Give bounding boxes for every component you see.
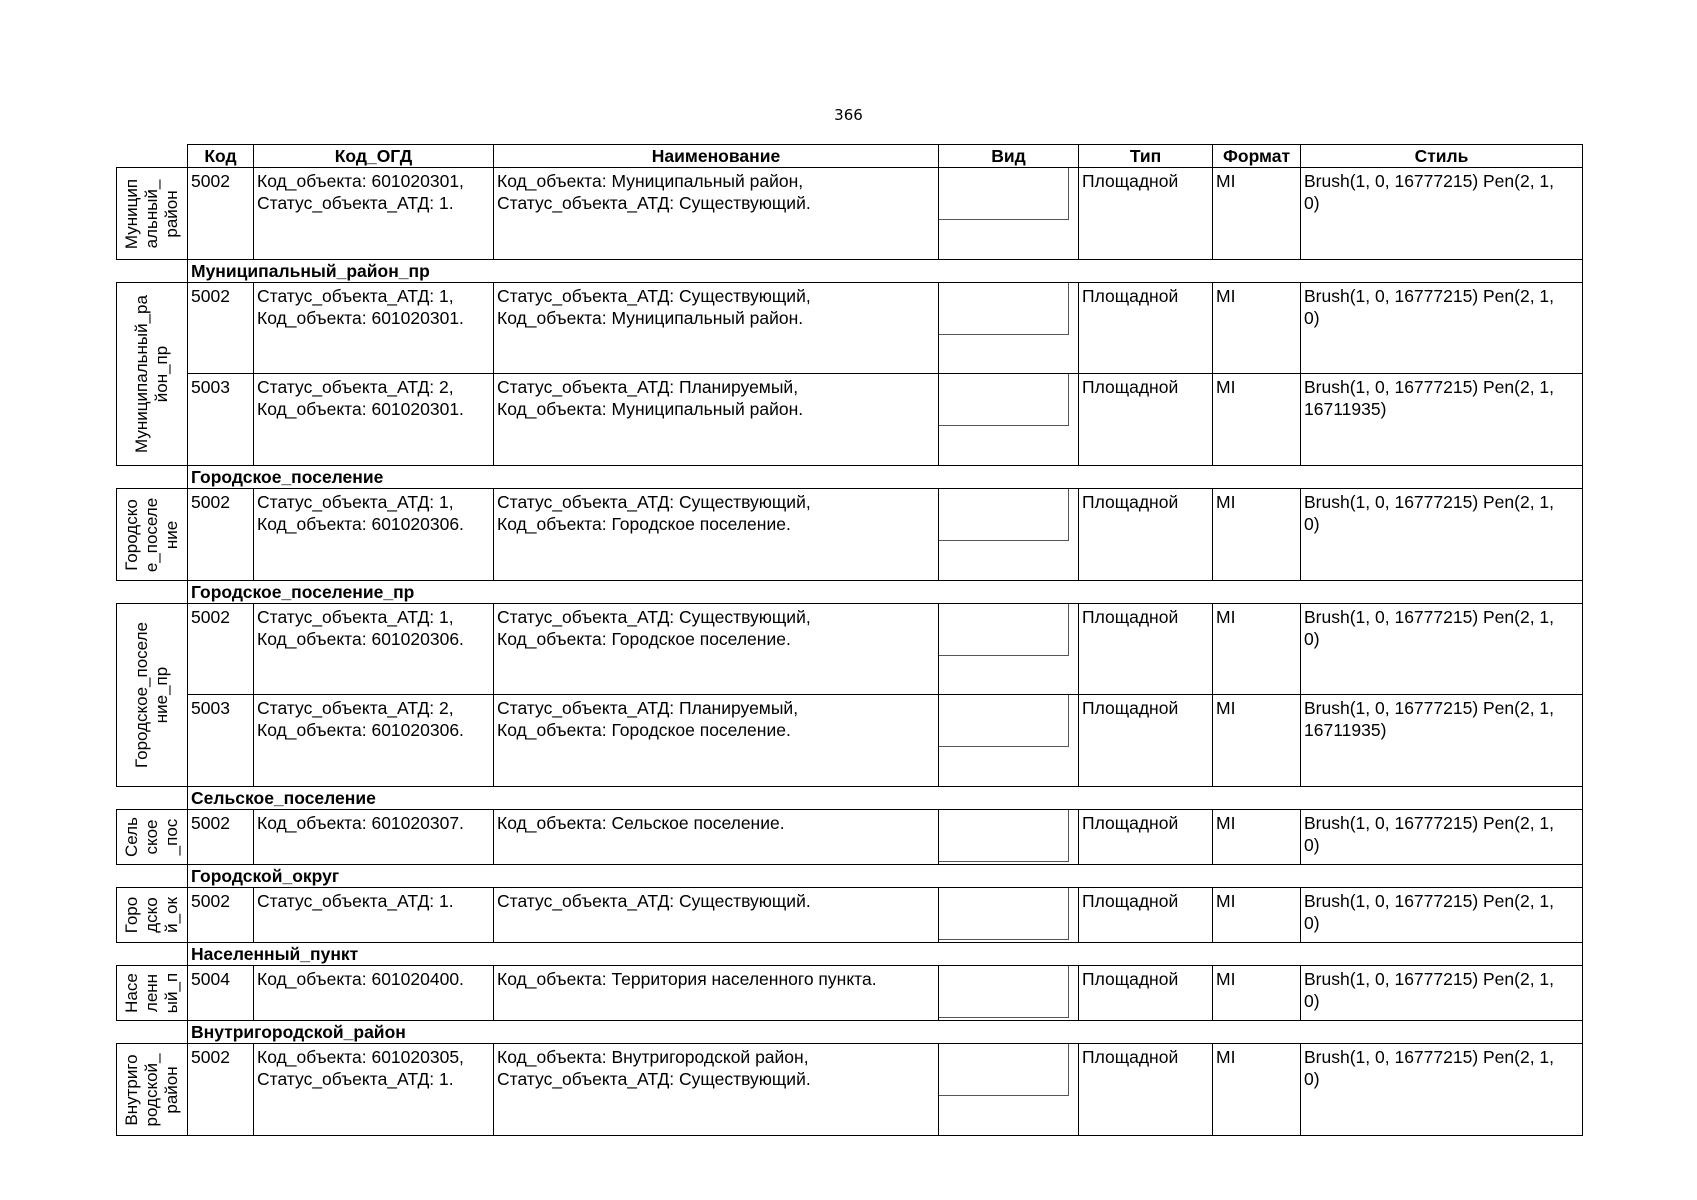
kod-cell: 5002 [188,888,254,943]
vid-cell [939,695,1079,787]
group-title: Городское_поселение [188,466,1583,489]
table-row [117,1044,1583,1136]
layer-label [117,168,188,260]
tip-cell: Площадной [1079,283,1213,374]
group-spacer [117,466,188,489]
group-spacer [117,787,188,810]
name-cell: Статус_объекта_АТД: Существующий, Код_объекта: Муниципальный район. [494,283,939,374]
style-cell: Brush(1, 0, 16777215) Pen(2, 1, 0) [1301,283,1583,374]
kod-ogd-cell: Статус_объекта_АТД: 1, Код_объекта: 601020306. [254,604,494,695]
style-cell: Brush(1, 0, 16777215) Pen(2, 1, 0) [1301,888,1583,943]
table-body [117,168,1583,1136]
format-cell: MI [1213,374,1301,466]
vid-cell [939,810,1079,865]
layer-label [117,810,188,865]
style-cell: Brush(1, 0, 16777215) Pen(2, 1, 16711935) [1301,374,1583,466]
layer-label [117,604,188,787]
group-title: Внутригородской_район [188,1021,1583,1044]
format-cell: MI [1213,604,1301,695]
kod-ogd-cell: Статус_объекта_АТД: 2, Код_объекта: 601020301. [254,374,494,466]
vid-cell [939,604,1079,695]
table-row [117,168,1583,260]
name-cell: Код_объекта: Территория населенного пункта. [494,966,939,1021]
style-preview-swatch [939,810,1069,862]
format-cell: MI [1213,810,1301,865]
table-row [117,888,1583,943]
tip-cell: Площадной [1079,695,1213,787]
tip-cell: Площадной [1079,810,1213,865]
style-cell: Brush(1, 0, 16777215) Pen(2, 1, 0) [1301,966,1583,1021]
kod-ogd-cell: Статус_объекта_АТД: 1, Код_объекта: 601020306. [254,489,494,581]
kod-ogd-cell: Код_объекта: 601020400. [254,966,494,1021]
layer-label-text: Муниципальный_ра йон_пр [132,295,171,453]
table-header [117,145,1583,168]
kod-cell: 5002 [188,168,254,260]
name-cell: Код_объекта: Сельское поселение. [494,810,939,865]
layer-label-text: Горо дско й_ок [122,896,181,934]
group-row [117,943,1583,966]
layer-label [117,888,188,943]
table-row [117,810,1583,865]
layer-label-text: Насе ленн ый_п [122,972,181,1014]
tip-cell: Площадной [1079,966,1213,1021]
table-row [117,374,1583,466]
format-cell: MI [1213,695,1301,787]
kod-ogd-cell: Статус_объекта_АТД: 1. [254,888,494,943]
tip-cell: Площадной [1079,604,1213,695]
format-cell: MI [1213,1044,1301,1136]
kod-ogd-cell: Код_объекта: 601020305, Статус_объекта_АТД: 1. [254,1044,494,1136]
group-spacer [117,1021,188,1044]
name-cell: Статус_объекта_АТД: Существующий. [494,888,939,943]
name-cell: Статус_объекта_АТД: Планируемый, Код_объекта: Городское поселение. [494,695,939,787]
style-cell: Brush(1, 0, 16777215) Pen(2, 1, 16711935) [1301,695,1583,787]
header-vid: Вид [939,145,1079,168]
style-preview-swatch [939,695,1069,747]
name-cell: Статус_объекта_АТД: Планируемый, Код_объекта: Муниципальный район. [494,374,939,466]
group-row [117,787,1583,810]
format-cell: MI [1213,489,1301,581]
kod-ogd-cell: Статус_объекта_АТД: 2, Код_объекта: 601020306. [254,695,494,787]
name-cell: Код_объекта: Внутригородской район, Статус_объекта_АТД: Существующий. [494,1044,939,1136]
style-preview-swatch [939,888,1069,940]
kod-ogd-cell: Код_объекта: 601020301, Статус_объекта_АТД: 1. [254,168,494,260]
name-cell: Код_объекта: Муниципальный район, Статус_объекта_АТД: Существующий. [494,168,939,260]
header-kod-ogd: Код_ОГД [254,145,494,168]
kod-cell: 5002 [188,1044,254,1136]
group-spacer [117,943,188,966]
group-row [117,466,1583,489]
layer-label-text: Городско e_поселе ние [122,497,181,572]
vid-cell [939,888,1079,943]
header-blank [117,145,188,168]
layer-label-text: Муницип альный_ район [122,178,181,249]
header-format: Формат [1213,145,1301,168]
vid-cell [939,283,1079,374]
table-row [117,604,1583,695]
kod-ogd-cell: Статус_объекта_АТД: 1, Код_объекта: 601020301. [254,283,494,374]
style-preview-swatch [939,966,1069,1018]
group-spacer [117,260,188,283]
group-spacer [117,581,188,604]
name-cell: Статус_объекта_АТД: Существующий, Код_объекта: Городское поселение. [494,489,939,581]
layers-table [116,144,1583,1136]
style-cell: Brush(1, 0, 16777215) Pen(2, 1, 0) [1301,604,1583,695]
layer-label [117,966,188,1021]
style-preview-swatch [939,1044,1069,1096]
table-row [117,489,1583,581]
table-row [117,283,1583,374]
kod-cell: 5002 [188,489,254,581]
group-row [117,1021,1583,1044]
header-style: Стиль [1301,145,1583,168]
group-row [117,260,1583,283]
kod-cell: 5002 [188,810,254,865]
group-row [117,865,1583,888]
kod-cell: 5003 [188,374,254,466]
layer-label [117,489,188,581]
style-preview-swatch [939,604,1069,656]
vid-cell [939,374,1079,466]
group-row [117,581,1583,604]
style-cell: Brush(1, 0, 16777215) Pen(2, 1, 0) [1301,810,1583,865]
layer-label-text: Внутриго родской_ район [122,1053,181,1126]
header-kod: Код [188,145,254,168]
format-cell: MI [1213,888,1301,943]
style-cell: Brush(1, 0, 16777215) Pen(2, 1, 0) [1301,489,1583,581]
group-title: Городской_округ [188,865,1583,888]
group-title: Городское_поселение_пр [188,581,1583,604]
kod-cell: 5002 [188,283,254,374]
style-cell: Brush(1, 0, 16777215) Pen(2, 1, 0) [1301,168,1583,260]
tip-cell: Площадной [1079,374,1213,466]
style-preview-swatch [939,489,1069,541]
kod-cell: 5004 [188,966,254,1021]
kod-cell: 5002 [188,604,254,695]
header-tip: Тип [1079,145,1213,168]
style-preview-swatch [939,168,1069,220]
format-cell: MI [1213,966,1301,1021]
vid-cell [939,489,1079,581]
layer-label-text: Городское_поселе ние_пр [132,622,171,768]
tip-cell: Площадной [1079,168,1213,260]
page-number: 366 [834,106,863,124]
group-title: Муниципальный_район_пр [188,260,1583,283]
group-title: Населенный_пункт [188,943,1583,966]
style-preview-swatch [939,283,1069,335]
format-cell: MI [1213,283,1301,374]
kod-ogd-cell: Код_объекта: 601020307. [254,810,494,865]
vid-cell [939,966,1079,1021]
header-name: Наименование [494,145,939,168]
tip-cell: Площадной [1079,1044,1213,1136]
group-spacer [117,865,188,888]
layer-label-text: Сель ское _пос [122,817,181,857]
table-row [117,966,1583,1021]
tip-cell: Площадной [1079,888,1213,943]
table-row [117,695,1583,787]
tip-cell: Площадной [1079,489,1213,581]
format-cell: MI [1213,168,1301,260]
style-preview-swatch [939,374,1069,426]
group-title: Сельское_поселение [188,787,1583,810]
vid-cell [939,1044,1079,1136]
name-cell: Статус_объекта_АТД: Существующий, Код_объекта: Городское поселение. [494,604,939,695]
layer-label [117,1044,188,1136]
vid-cell [939,168,1079,260]
layer-label [117,283,188,466]
kod-cell: 5003 [188,695,254,787]
style-cell: Brush(1, 0, 16777215) Pen(2, 1, 0) [1301,1044,1583,1136]
